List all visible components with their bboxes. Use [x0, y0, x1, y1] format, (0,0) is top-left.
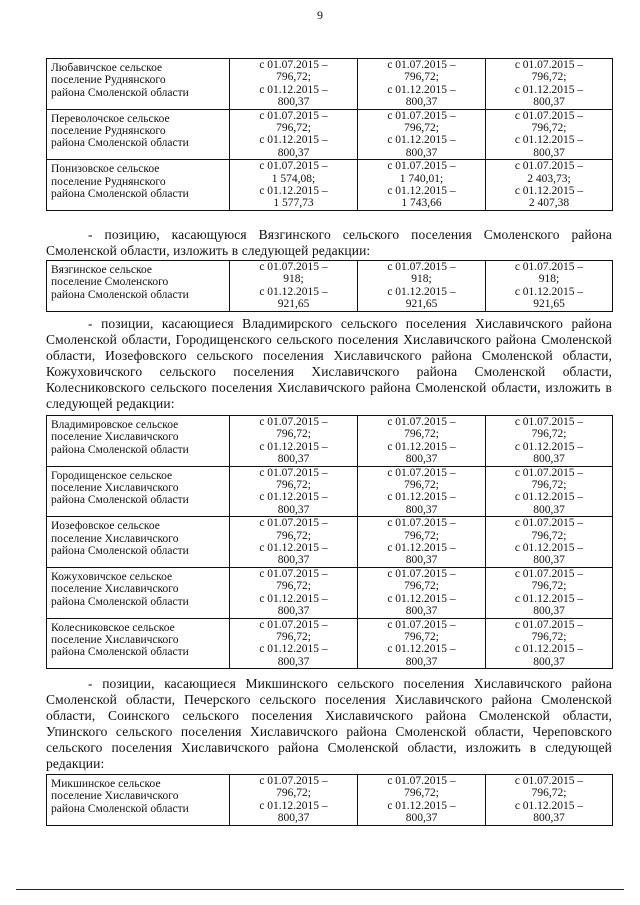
cell-line: 1 574,08; — [271, 172, 316, 185]
tariff-cell — [486, 109, 613, 160]
cell-line: поселение Хиславичского — [51, 482, 179, 495]
cell-line: с 01.07.2015 – — [514, 160, 584, 173]
table-row — [47, 775, 613, 826]
cell-line: 1 743,66 — [401, 197, 442, 210]
cell-line: с 01.07.2015 – — [259, 261, 328, 273]
cell-line: с 01.07.2015 – — [259, 618, 328, 631]
tariff-cell — [358, 466, 486, 517]
cell-line: 800,37 — [277, 146, 310, 159]
cell-line: с 01.12.2015 – — [259, 799, 328, 812]
cell-line: с 01.12.2015 – — [387, 643, 456, 656]
cell-line: поселение Хиславичского — [51, 431, 179, 444]
cell-line: поселение Хиславичского — [51, 633, 179, 646]
cell-line: района Смоленской области — [51, 545, 189, 558]
tariff-cell — [486, 618, 613, 669]
cell-line: с 01.07.2015 – — [387, 160, 456, 173]
tariff-cell — [230, 618, 358, 669]
cell-line: 800,37 — [533, 605, 565, 618]
cell-line: 796,72; — [531, 479, 567, 492]
cell-line: с 01.07.2015 – — [387, 567, 456, 580]
cell-line: Понизовское сельское — [51, 163, 160, 176]
cell-line: 918; — [411, 273, 432, 286]
page-number: 9 — [317, 8, 323, 22]
table-row — [47, 59, 613, 110]
cell-line: с 01.12.2015 – — [259, 491, 328, 504]
cell-line: поселение Руднянского — [51, 74, 166, 87]
tariff-cell — [230, 59, 358, 110]
tariff-cell — [358, 517, 486, 568]
cell-line: 796,72; — [404, 630, 439, 643]
tariff-cell — [486, 775, 613, 826]
tariff-cell — [486, 416, 613, 467]
cell-line: с 01.12.2015 – — [514, 592, 584, 605]
cell-line: 918; — [538, 273, 560, 286]
tariff-cell — [230, 160, 358, 211]
cell-line: района Смоленской области — [51, 802, 189, 815]
cell-line: района Смоленской области — [51, 288, 189, 301]
table-row — [47, 618, 613, 669]
cell-line: 796,72; — [404, 787, 439, 800]
cell-line: с 01.12.2015 – — [387, 592, 456, 605]
table-row — [47, 109, 613, 160]
paragraph-khislavichi-2: - позиции, касающиеся Микшинского сельского поселения Хиславичского района Смоленской области, Печерского сельского поселения Хиславичского района Смоленской области, Соинского сельского поселения Хиславичского района Смоленской области, Упинского сельского поселения Хиславичского района Смоленской области, Череповского сельского поселения Хиславичского района Смоленской области, изложить в следующей редакции: — [46, 676, 612, 771]
table-row — [47, 466, 613, 517]
settlement-name-cell — [47, 466, 230, 517]
table-row — [47, 517, 613, 568]
cell-line: с 01.07.2015 – — [387, 775, 456, 787]
cell-line: с 01.12.2015 – — [514, 643, 584, 656]
tariff-table-rudnya — [46, 58, 613, 211]
cell-line: с 01.07.2015 – — [514, 261, 584, 273]
tariff-cell — [358, 618, 486, 669]
cell-line: Любавичское сельское — [51, 62, 163, 74]
cell-line: 796,72; — [404, 580, 439, 593]
cell-line: с 01.07.2015 – — [387, 517, 456, 530]
paragraph-vyazgino: - позицию, касающуюся Вязгинского сельского поселения Смоленского района Смоленской области, изложить в следующей редакции: — [46, 227, 612, 258]
cell-line: 800,37 — [405, 605, 438, 618]
cell-line: поселение Хиславичского — [51, 532, 179, 545]
cell-line: 1 577,73 — [273, 197, 314, 210]
cell-line: с 01.07.2015 – — [259, 59, 328, 71]
tariff-cell — [486, 160, 613, 211]
cell-line: 2 403,73; — [527, 172, 571, 185]
cell-line: 800,37 — [277, 554, 310, 567]
cell-line: с 01.12.2015 – — [387, 491, 456, 504]
cell-line: с 01.12.2015 – — [387, 285, 456, 298]
cell-line: поселение Хиславичского — [51, 583, 179, 596]
paragraph-khislavichi-1: - позиции, касающиеся Владимирского сельского поселения Хиславичского района Смоленской области, Городищенского сельского поселения Хиславичского района Смоленской области, Иозефовского сельского поселения Хиславичского района Смоленской области, Кожуховичского сельского поселения Хиславичского района Смоленской области, Колесниковского сельского поселения Хиславичского района Смоленской области, изложить в следующей редакции: — [46, 316, 612, 411]
cell-line: 800,37 — [533, 96, 565, 109]
settlement-name-cell — [47, 416, 230, 467]
tariff-cell — [358, 160, 486, 211]
cell-line: с 01.07.2015 – — [387, 109, 456, 122]
cell-line: 800,37 — [533, 655, 565, 668]
table-row — [47, 567, 613, 618]
cell-line: с 01.07.2015 – — [514, 618, 584, 631]
tariff-cell — [358, 261, 486, 312]
cell-line: с 01.07.2015 – — [387, 59, 456, 71]
table-row — [47, 416, 613, 467]
settlement-name-cell — [47, 567, 230, 618]
tariff-cell — [486, 59, 613, 110]
cell-line: 800,37 — [533, 453, 565, 466]
cell-line: с 01.12.2015 – — [387, 83, 456, 96]
cell-line: с 01.07.2015 – — [514, 109, 584, 122]
cell-line: 796,72; — [531, 71, 567, 84]
cell-line: с 01.07.2015 – — [387, 466, 456, 479]
cell-line: 796,72; — [404, 71, 439, 84]
cell-line: с 01.12.2015 – — [259, 185, 328, 198]
cell-line: с 01.12.2015 – — [259, 643, 328, 656]
cell-line: 796,72; — [276, 122, 311, 135]
cell-line: с 01.07.2015 – — [387, 261, 456, 273]
cell-line: с 01.12.2015 – — [514, 491, 584, 504]
tariff-cell — [230, 416, 358, 467]
cell-line: 800,37 — [533, 503, 565, 516]
cell-line: 796,72; — [276, 428, 311, 441]
cell-line: Микшинское сельское — [51, 778, 161, 790]
table-row — [47, 160, 613, 211]
cell-line: Городищенское сельское — [51, 469, 173, 482]
cell-line: 796,72; — [276, 71, 311, 84]
cell-line: 921,65 — [405, 298, 438, 311]
tariff-table-khislavichi-2 — [46, 774, 613, 826]
settlement-name-cell — [47, 261, 230, 312]
cell-line: 796,72; — [531, 529, 567, 542]
cell-line: с 01.12.2015 – — [259, 542, 328, 555]
cell-line: с 01.07.2015 – — [259, 416, 328, 428]
settlement-name-cell — [47, 59, 230, 110]
cell-line: с 01.12.2015 – — [259, 592, 328, 605]
cell-line: 800,37 — [405, 503, 438, 516]
cell-line: с 01.12.2015 – — [514, 185, 584, 198]
cell-line: с 01.12.2015 – — [259, 285, 328, 298]
cell-line: 800,37 — [277, 605, 310, 618]
cell-line: с 01.07.2015 – — [514, 517, 584, 530]
cell-line: с 01.07.2015 – — [514, 775, 584, 787]
cell-line: 1 740,01; — [399, 172, 444, 185]
cell-line: с 01.07.2015 – — [259, 160, 328, 173]
cell-line: Переволочское сельское — [51, 112, 170, 125]
cell-line: 796,72; — [404, 122, 439, 135]
cell-line: с 01.07.2015 – — [259, 466, 328, 479]
cell-line: 796,72; — [276, 630, 311, 643]
cell-line: 796,72; — [276, 479, 311, 492]
tariff-table-smolensk — [46, 260, 613, 312]
tariff-cell — [358, 59, 486, 110]
cell-line: 796,72; — [404, 529, 439, 542]
tariff-cell — [230, 517, 358, 568]
cell-line: с 01.07.2015 – — [514, 59, 584, 71]
settlement-name-cell — [47, 109, 230, 160]
settlement-name-cell — [47, 517, 230, 568]
cell-line: Вязгинское сельское — [51, 264, 152, 276]
cell-line: с 01.12.2015 – — [514, 542, 584, 555]
cell-line: 800,37 — [277, 655, 310, 668]
tariff-cell — [358, 109, 486, 160]
cell-line: с 01.12.2015 – — [514, 440, 584, 453]
cell-line: с 01.12.2015 – — [387, 799, 456, 812]
cell-line: с 01.07.2015 – — [259, 775, 328, 787]
cell-line: 796,72; — [531, 122, 567, 135]
tariff-cell — [358, 416, 486, 467]
cell-line: 800,37 — [533, 554, 565, 567]
cell-line: Кожуховичское сельское — [51, 570, 173, 583]
cell-line: 800,37 — [405, 146, 438, 159]
cell-line: 800,37 — [405, 554, 438, 567]
cell-line: поселение Смоленского — [51, 276, 169, 289]
cell-line: 796,72; — [531, 787, 567, 800]
tariff-cell — [230, 567, 358, 618]
cell-line: 796,72; — [531, 580, 567, 593]
cell-line: с 01.12.2015 – — [514, 134, 584, 147]
cell-line: 800,37 — [277, 503, 310, 516]
cell-line: с 01.07.2015 – — [259, 517, 328, 530]
cell-line: района Смоленской области — [51, 86, 189, 99]
cell-line: Иозефовское сельское — [51, 520, 160, 533]
cell-line: с 01.12.2015 – — [514, 799, 584, 812]
cell-line: района Смоленской области — [51, 443, 189, 456]
cell-line: района Смоленской области — [51, 188, 189, 201]
tariff-cell — [230, 775, 358, 826]
cell-line: 796,72; — [531, 630, 567, 643]
cell-line: 800,37 — [405, 96, 438, 109]
tariff-table-khislavichi-1 — [46, 415, 613, 669]
settlement-name-cell — [47, 160, 230, 211]
cell-line: с 01.12.2015 – — [514, 83, 584, 96]
cell-line: 800,37 — [405, 655, 438, 668]
cell-line: с 01.12.2015 – — [387, 440, 456, 453]
cell-line: 796,72; — [404, 428, 439, 441]
tariff-cell — [486, 517, 613, 568]
cell-line: 796,72; — [276, 580, 311, 593]
cell-line: с 01.12.2015 – — [514, 285, 584, 298]
cell-line: с 01.07.2015 – — [259, 567, 328, 580]
cell-line: поселение Руднянского — [51, 175, 166, 188]
cell-line: с 01.12.2015 – — [387, 134, 456, 147]
cell-line: 800,37 — [277, 812, 310, 825]
tariff-cell — [486, 466, 613, 517]
cell-line: Владимировское сельское — [51, 419, 179, 431]
cell-line: с 01.12.2015 – — [387, 542, 456, 555]
cell-line: 800,37 — [533, 146, 565, 159]
cell-line: 918; — [283, 273, 304, 286]
cell-line: 800,37 — [405, 453, 438, 466]
cell-line: 800,37 — [405, 812, 438, 825]
cell-line: 921,65 — [277, 298, 310, 311]
settlement-name-cell — [47, 775, 230, 826]
tariff-cell — [358, 775, 486, 826]
cell-line: района Смоленской области — [51, 646, 189, 659]
settlement-name-cell — [47, 618, 230, 669]
cell-line: с 01.12.2015 – — [259, 83, 328, 96]
cell-line: с 01.12.2015 – — [259, 134, 328, 147]
cell-line: с 01.07.2015 – — [259, 109, 328, 122]
cell-line: с 01.07.2015 – — [514, 416, 584, 428]
cell-line: 796,72; — [276, 787, 311, 800]
cell-line: с 01.07.2015 – — [514, 567, 584, 580]
cell-line: 796,72; — [276, 529, 311, 542]
table-row — [47, 261, 613, 312]
tariff-cell — [486, 261, 613, 312]
cell-line: 796,72; — [531, 428, 567, 441]
cell-line: 921,65 — [533, 298, 565, 311]
cell-line: с 01.07.2015 – — [514, 466, 584, 479]
cell-line: поселение Хиславичского — [51, 790, 179, 803]
cell-line: с 01.12.2015 – — [387, 185, 456, 198]
tariff-cell — [230, 261, 358, 312]
tariff-cell — [358, 567, 486, 618]
tariff-cell — [230, 109, 358, 160]
cell-line: района Смоленской области — [51, 494, 189, 507]
cell-line: 800,37 — [277, 96, 310, 109]
cell-line: 800,37 — [533, 812, 565, 825]
cell-line: 2 407,38 — [528, 197, 570, 210]
tariff-cell — [230, 466, 358, 517]
cell-line: 796,72; — [404, 479, 439, 492]
cell-line: с 01.07.2015 – — [387, 618, 456, 631]
footer-rule — [16, 889, 624, 890]
cell-line: поселение Руднянского — [51, 125, 166, 138]
cell-line: района Смоленской области — [51, 595, 189, 608]
cell-line: Колесниковское сельское — [51, 621, 175, 634]
cell-line: района Смоленской области — [51, 137, 189, 150]
cell-line: с 01.12.2015 – — [259, 440, 328, 453]
cell-line: 800,37 — [277, 453, 310, 466]
tariff-cell — [486, 567, 613, 618]
cell-line: с 01.07.2015 – — [387, 416, 456, 428]
